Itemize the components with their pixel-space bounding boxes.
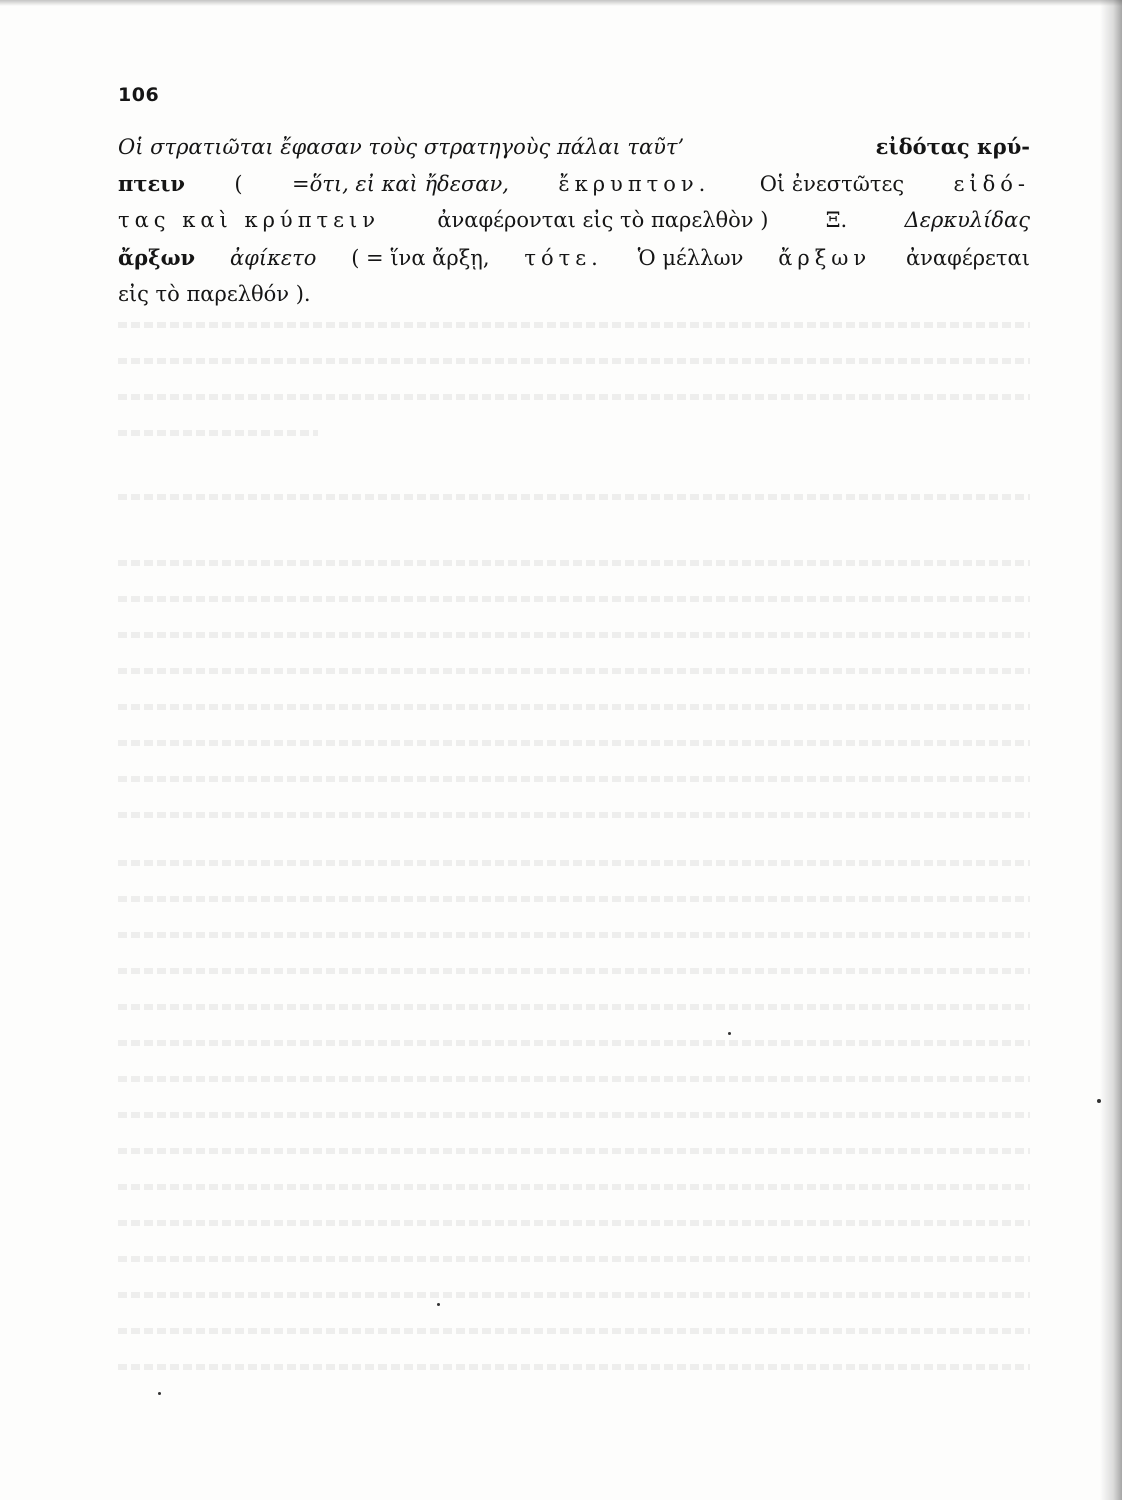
bleed-through-line xyxy=(118,560,1030,566)
bleed-through-line xyxy=(118,1364,1030,1370)
line2-spaced: ἔκρυπτον. xyxy=(558,172,711,196)
bleed-through-line xyxy=(118,1292,1030,1298)
bleed-through-line xyxy=(118,1148,1030,1154)
bleed-through-line xyxy=(118,704,1030,710)
line2-spaced-end: εἰδό- xyxy=(953,172,1030,196)
line3-text: ἀναφέρονται εἰς τὸ παρελθὸν ) xyxy=(437,208,769,232)
bleed-through-line xyxy=(118,394,1030,400)
bleed-through-line xyxy=(118,494,1030,500)
scan-speck xyxy=(437,1303,440,1306)
bleed-through-line xyxy=(118,430,318,436)
line1-italic: Οἱ στρατιῶται ἔφασαν τοὺς στρατηγοὺς πάλαι ταῦτ’ xyxy=(118,135,685,159)
bleed-through-line xyxy=(118,1076,1030,1082)
bleed-through-line xyxy=(118,812,1030,818)
line5-text: εἰς τὸ παρελθόν ). xyxy=(118,282,311,306)
line2-text: Οἱ ἐνεστῶτες xyxy=(759,172,905,196)
line3-italic: Δερκυλίδας xyxy=(904,208,1030,232)
line4-text: Ὁ μέλλων xyxy=(637,246,744,270)
line2-paren: ( xyxy=(234,172,243,196)
right-edge-shadow xyxy=(1100,0,1122,1500)
bleed-through-line xyxy=(118,860,1030,866)
scan-speck xyxy=(728,1032,731,1035)
text-line-2 xyxy=(118,171,1030,196)
line2-bold: πτειν xyxy=(118,171,185,196)
bleed-through-line xyxy=(118,596,1030,602)
line4-paren: ( = ἵνα ἄρξῃ, xyxy=(351,246,490,270)
bleed-through-line xyxy=(118,968,1030,974)
bleed-through-line xyxy=(118,1112,1030,1118)
line3-spaced: τας καὶ κρύπτειν xyxy=(118,208,380,232)
line4-spaced-mid: ἄρξων xyxy=(778,246,872,270)
bleed-through-line xyxy=(118,322,1030,328)
bleed-through-line xyxy=(118,932,1030,938)
text-line-5 xyxy=(118,282,1030,306)
bleed-through-line xyxy=(118,1328,1030,1334)
scan-speck xyxy=(158,1392,161,1395)
top-edge-shadow xyxy=(0,0,1122,6)
line1-bold: εἰδότας κρύ- xyxy=(875,134,1030,159)
bleed-through-line xyxy=(118,1040,1030,1046)
bleed-through-line xyxy=(118,740,1030,746)
line2-italic: =ὅτι, εἰ καὶ ἤδεσαν, xyxy=(291,172,509,196)
line4-spaced: τότε. xyxy=(524,246,603,270)
page-number: 106 xyxy=(118,84,160,106)
text-line-1 xyxy=(118,134,1030,159)
bleed-through-line xyxy=(118,358,1030,364)
bleed-through-line xyxy=(118,1184,1030,1190)
bleed-through-line xyxy=(118,632,1030,638)
text-line-4 xyxy=(118,245,1030,270)
bleed-through-line xyxy=(118,1256,1030,1262)
line4-text-end: ἀναφέρεται xyxy=(905,246,1030,270)
bleed-through-line xyxy=(118,776,1030,782)
bleed-through-line xyxy=(118,668,1030,674)
line4-bold: ἄρξων xyxy=(118,245,196,270)
text-line-3 xyxy=(118,208,1030,232)
bleed-through-line xyxy=(118,1004,1030,1010)
line3-mid: Ξ. xyxy=(825,208,848,232)
scan-speck xyxy=(1097,1099,1101,1103)
bleed-through-line xyxy=(118,1220,1030,1226)
line4-italic: ἀφίκετο xyxy=(229,246,317,270)
bleed-through-line xyxy=(118,896,1030,902)
